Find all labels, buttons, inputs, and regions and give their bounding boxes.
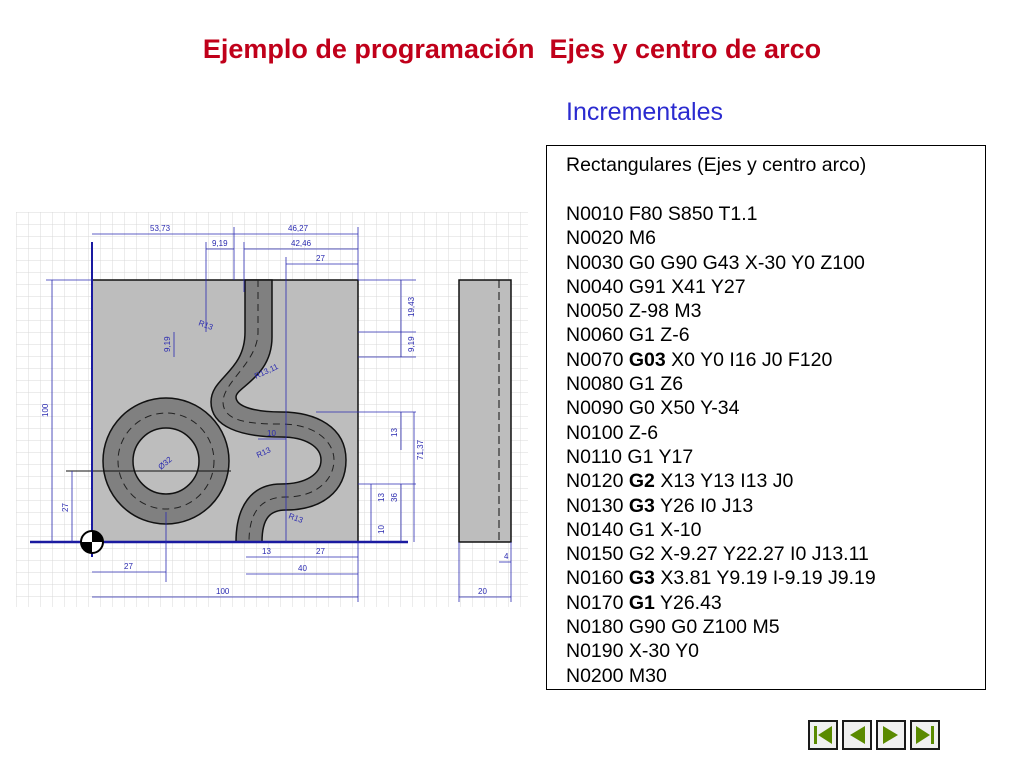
previous-slide-button[interactable] <box>842 720 872 750</box>
program-line <box>566 445 876 469</box>
dim-label: 9,19 <box>212 239 228 248</box>
next-icon <box>878 722 904 748</box>
plate-side-view <box>459 280 511 542</box>
program-line-text: N0170 <box>566 591 629 614</box>
program-line-text: N0150 G2 X-9.27 Y22.27 I0 J13.11 <box>566 543 869 566</box>
program-line <box>566 639 876 663</box>
dim-label: 10 <box>377 525 386 534</box>
program-line <box>566 494 876 518</box>
dim-label: 40 <box>298 564 307 573</box>
program-line-text: N0100 Z-6 <box>566 421 659 444</box>
program-header: Rectangulares (Ejes y centro arco) <box>566 154 867 176</box>
program-lines <box>566 202 876 688</box>
dim-label: 4 <box>504 552 509 561</box>
program-line-text: N0160 <box>566 567 629 590</box>
program-line-text: N0030 G0 G90 G43 X-30 Y0 Z100 <box>566 251 865 274</box>
page-subtitle: Incrementales <box>566 98 724 126</box>
dim-label: R13,11 <box>253 362 280 381</box>
program-line-text: X3.81 Y9.19 I-9.19 J9.19 <box>654 567 876 590</box>
program-line <box>566 566 876 590</box>
program-line-text: N0080 G1 Z6 <box>566 373 684 396</box>
program-line-gcode: G1 <box>628 591 655 614</box>
program-line-text: N0180 G90 G0 Z100 M5 <box>566 616 780 639</box>
program-line <box>566 299 876 323</box>
program-line <box>566 591 876 615</box>
program-line-text: Y26 I0 J13 <box>654 494 754 517</box>
program-line <box>566 469 876 493</box>
dim-label: R13 <box>255 445 273 460</box>
prev-icon <box>844 722 870 748</box>
program-line <box>566 421 876 445</box>
dim-label: 100 <box>41 403 50 417</box>
program-line-text: N0190 X-30 Y0 <box>566 640 699 663</box>
last-slide-button[interactable] <box>910 720 940 750</box>
first-slide-button[interactable] <box>808 720 838 750</box>
dim-label: 46,27 <box>288 224 309 233</box>
first-icon <box>810 722 836 748</box>
technical-drawing <box>16 212 528 612</box>
program-line <box>566 542 876 566</box>
program-line-text: Y26.43 <box>654 591 722 614</box>
program-line <box>566 372 876 396</box>
dim-label: Ø32 <box>156 454 174 472</box>
program-line <box>566 323 876 347</box>
dim-label: 19,43 <box>407 296 416 317</box>
program-line-text: N0090 G0 X50 Y-34 <box>566 397 740 420</box>
program-line-gcode: G2 <box>628 470 655 493</box>
program-line-gcode: G3 <box>628 567 655 590</box>
program-line-text: N0200 M30 <box>566 664 667 687</box>
program-line-text: N0070 <box>566 348 629 371</box>
dim-label: 13 <box>390 428 399 437</box>
program-line-text: N0040 G91 X41 Y27 <box>566 275 746 298</box>
dim-label: 10 <box>267 429 276 438</box>
next-slide-button[interactable] <box>876 720 906 750</box>
program-line-text: N0110 G1 Y17 <box>566 445 694 468</box>
program-line-text: X13 Y13 I13 J0 <box>654 470 794 493</box>
program-line <box>566 664 876 688</box>
program-line-gcode: G03 <box>628 348 666 371</box>
drawing-svg <box>16 212 528 607</box>
program-line <box>566 202 876 226</box>
last-icon <box>912 722 938 748</box>
dim-label: 13 <box>377 493 386 502</box>
program-line-text: N0020 M6 <box>566 227 656 250</box>
dim-label: 27 <box>61 503 70 512</box>
program-line-text: N0060 G1 Z-6 <box>566 324 690 347</box>
dim-label: 36 <box>390 493 399 502</box>
program-line <box>566 226 876 250</box>
dim-label: R13 <box>197 318 215 332</box>
dim-label: 20 <box>478 587 487 596</box>
nc-program-box <box>546 145 986 690</box>
program-line-text: N0120 <box>566 470 629 493</box>
dim-label: 71,37 <box>416 439 425 460</box>
program-line <box>566 251 876 275</box>
program-line <box>566 275 876 299</box>
page-title: Ejemplo de programación Ejes y centro de arco <box>202 34 822 64</box>
program-line <box>566 348 876 372</box>
program-line-text: N0140 G1 X-10 <box>566 518 702 541</box>
program-line-text: N0130 <box>566 494 629 517</box>
program-line-text: X0 Y0 I16 J0 F120 <box>665 348 833 371</box>
dim-label: 100 <box>216 587 230 596</box>
dim-label: 27 <box>316 547 325 556</box>
dim-label: 9,19 <box>163 336 172 352</box>
program-line-text: N0050 Z-98 M3 <box>566 300 702 323</box>
dim-label: R13 <box>287 511 305 525</box>
program-line <box>566 615 876 639</box>
dim-label: 27 <box>124 562 133 571</box>
dim-label: 53,73 <box>150 224 171 233</box>
dim-label: 13 <box>262 547 271 556</box>
program-line <box>566 396 876 420</box>
dim-label: 27 <box>316 254 325 263</box>
dim-label: 9,19 <box>407 336 416 352</box>
program-line-gcode: G3 <box>628 494 655 517</box>
dim-label: 42,46 <box>291 239 312 248</box>
program-line-text: N0010 F80 S850 T1.1 <box>566 203 758 225</box>
program-line <box>566 518 876 542</box>
